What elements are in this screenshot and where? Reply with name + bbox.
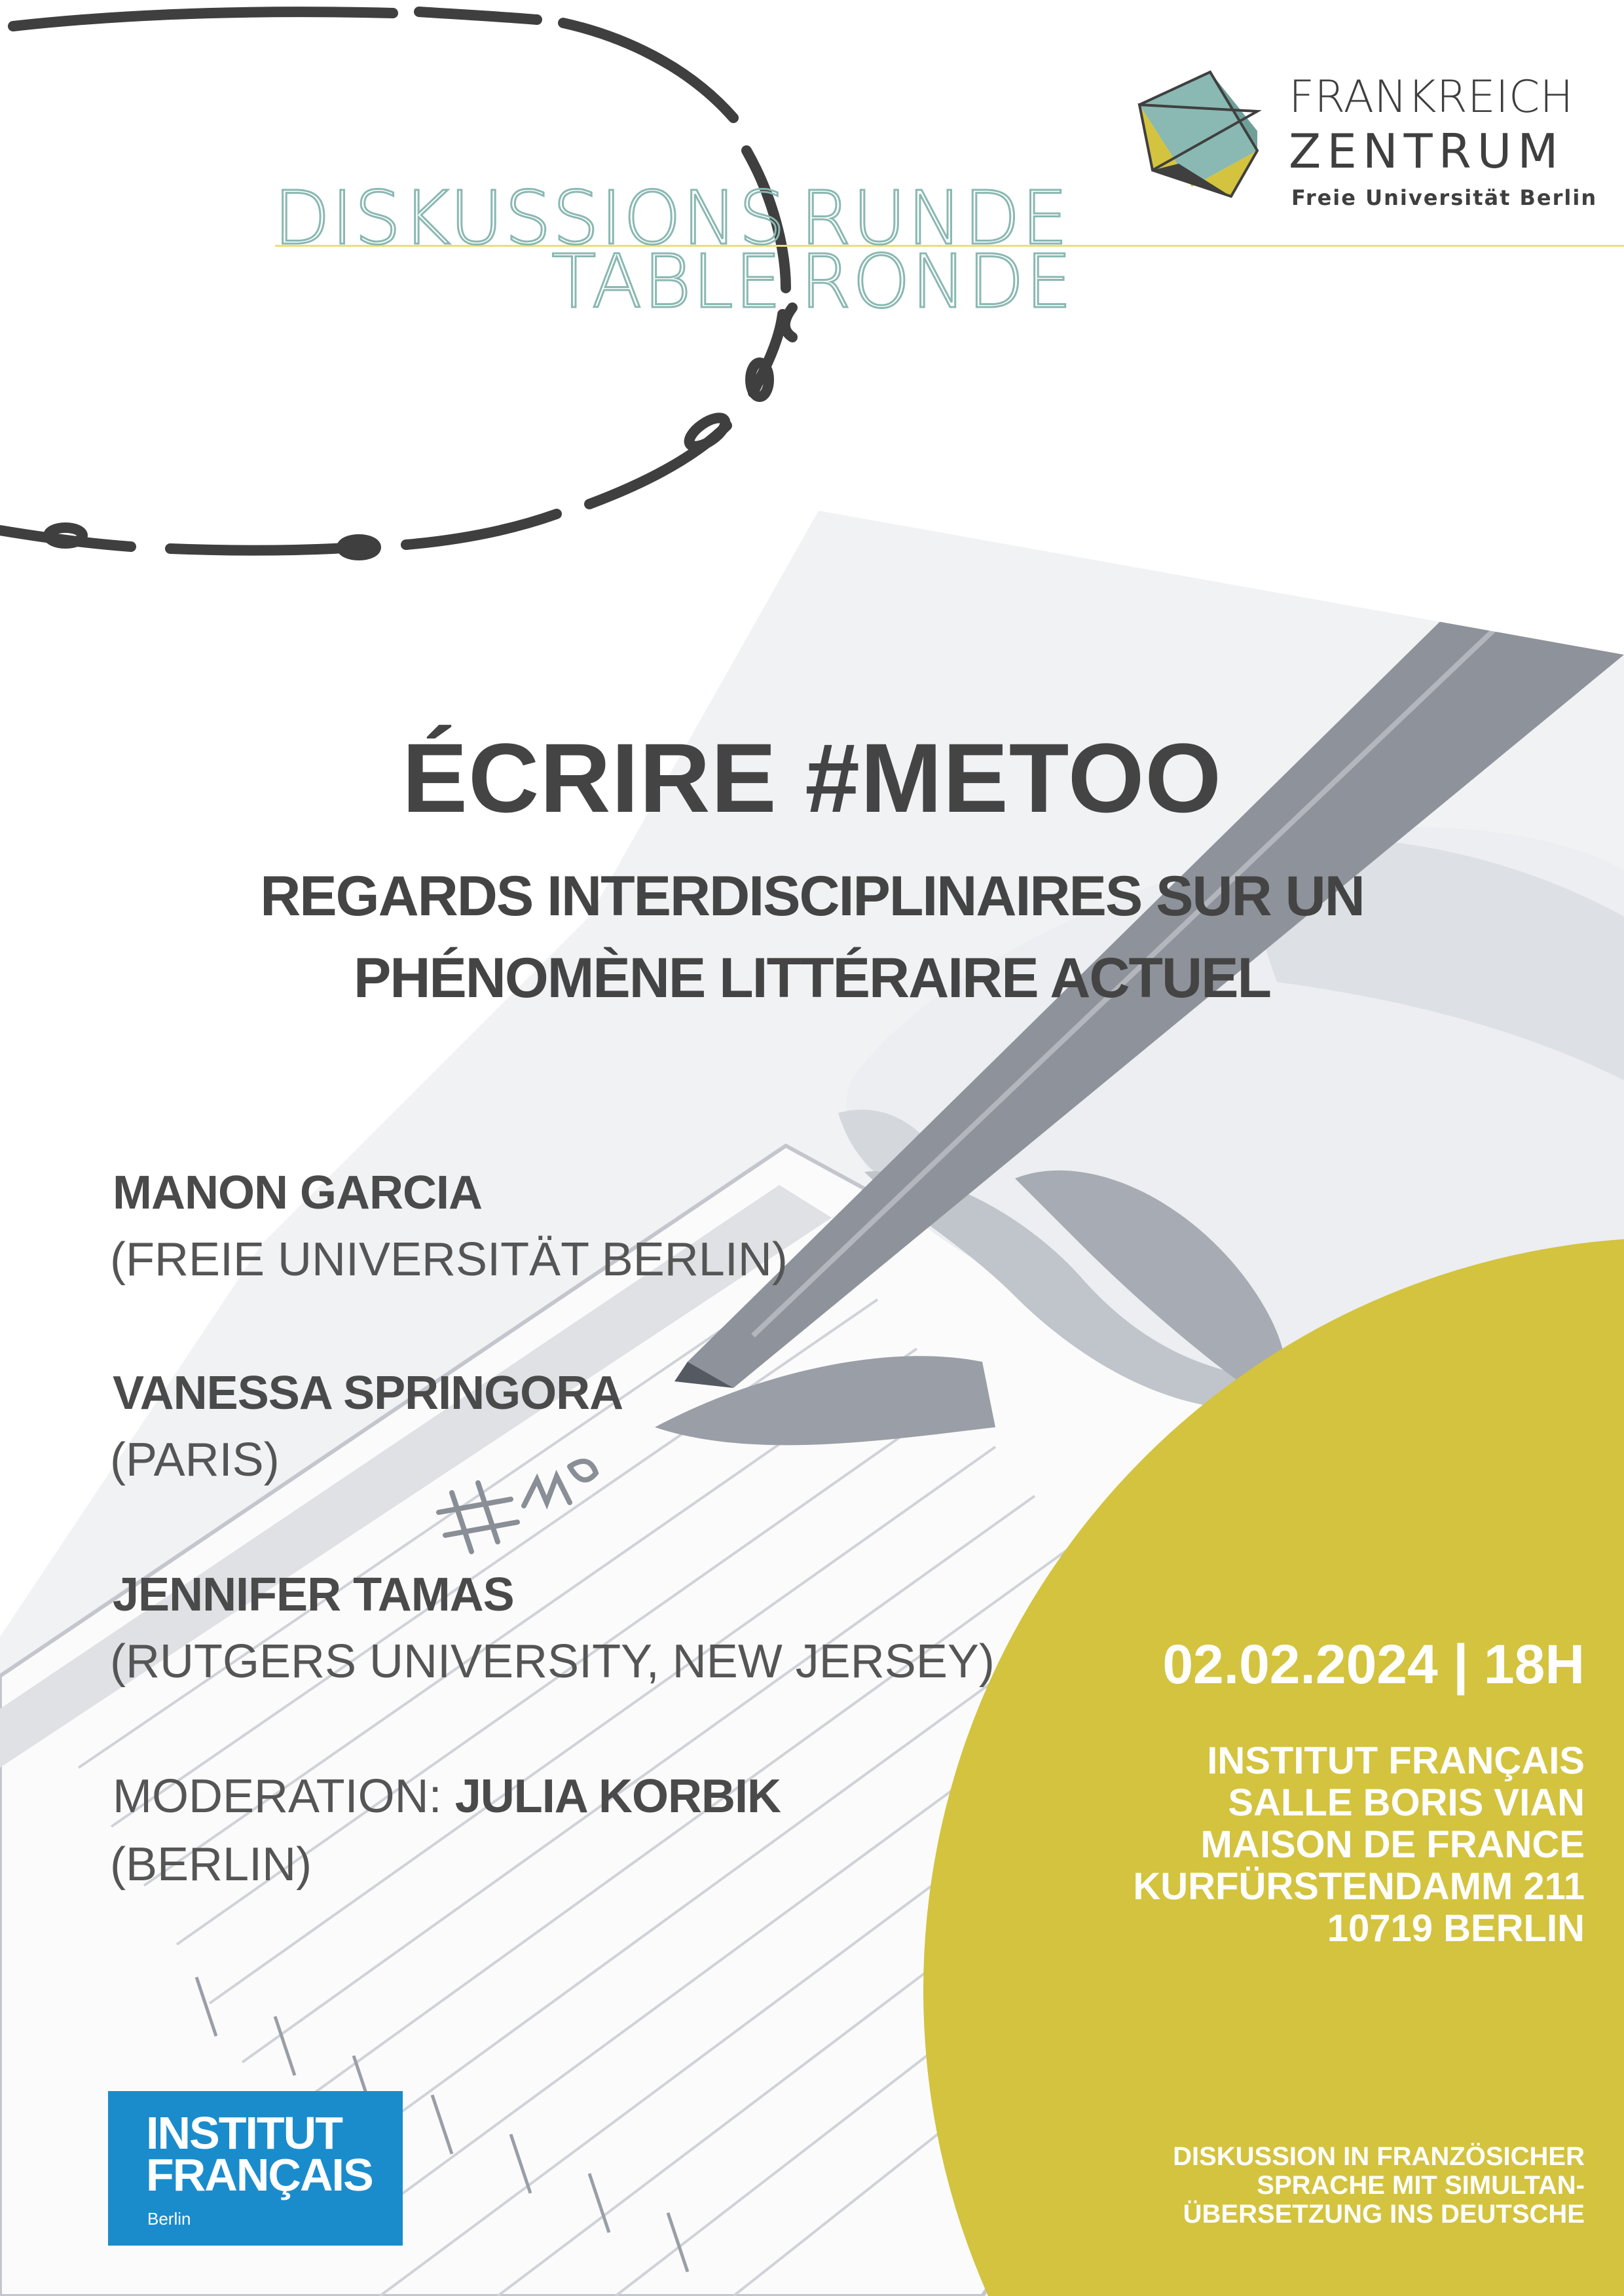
event-datetime: 02.02.2024 | 18H xyxy=(1162,1633,1585,1695)
venue-line: INSTITUT FRANÇAIS xyxy=(1207,1740,1585,1782)
partner-logo-line1: FRANKREICH xyxy=(1289,71,1574,123)
institut-logo-line1: INSTITUT xyxy=(146,2107,342,2159)
speaker-affiliation: (RUTGERS UNIVERSITY, NEW JERSEY) xyxy=(110,1635,995,1688)
speaker-name: MANON GARCIA xyxy=(113,1167,482,1219)
moderator-affiliation: (BERLIN) xyxy=(110,1838,312,1891)
speaker-name: JENNIFER TAMAS xyxy=(113,1569,514,1621)
speaker-name: VANESSA SPRINGORA xyxy=(113,1367,623,1419)
event-title: ÉCRIRE #METOO xyxy=(401,723,1223,833)
partner-logo-line2: ZENTRUM xyxy=(1289,124,1564,179)
speaker-affiliation: (FREIE UNIVERSITÄT BERLIN) xyxy=(110,1233,788,1286)
moderation-label: MODERATION: xyxy=(113,1770,442,1823)
speaker-affiliation: (PARIS) xyxy=(110,1434,280,1486)
language-note-line: SPRACHE MIT SIMULTAN- xyxy=(1257,2171,1585,2200)
venue-line: KURFÜRSTENDAMM 211 xyxy=(1133,1865,1585,1908)
partner-logo-line3: Freie Universität Berlin xyxy=(1291,185,1598,210)
event-subtitle-line2: PHÉNOMÈNE LITTÉRAIRE ACTUEL xyxy=(353,947,1271,1010)
header-diskussions: DISKUSSIONS xyxy=(274,176,787,261)
language-note-line: ÜBERSETZUNG INS DEUTSCHE xyxy=(1183,2200,1585,2229)
language-note-line: DISKUSSION IN FRANZÖSICHER xyxy=(1173,2142,1585,2171)
venue-block xyxy=(1133,1740,1585,1950)
venue-line: SALLE BORIS VIAN xyxy=(1228,1781,1585,1824)
header-table: TABLE xyxy=(551,240,783,325)
institut-logo-line2: FRANÇAIS xyxy=(146,2149,373,2200)
moderation-row xyxy=(113,1770,781,1823)
venue-line: MAISON DE FRANCE xyxy=(1200,1823,1585,1866)
institut-francais-logo xyxy=(108,2091,403,2246)
header-ronde: RONDE xyxy=(800,240,1073,325)
event-subtitle-line1: REGARDS INTERDISCIPLINAIRES SUR UN xyxy=(260,865,1364,928)
institut-logo-line3: Berlin xyxy=(147,2209,191,2229)
language-note xyxy=(1173,2142,1585,2229)
venue-line: 10719 BERLIN xyxy=(1327,1907,1585,1950)
header-runde: RUNDE xyxy=(800,176,1069,261)
moderator-name: JULIA KORBIK xyxy=(454,1770,781,1823)
